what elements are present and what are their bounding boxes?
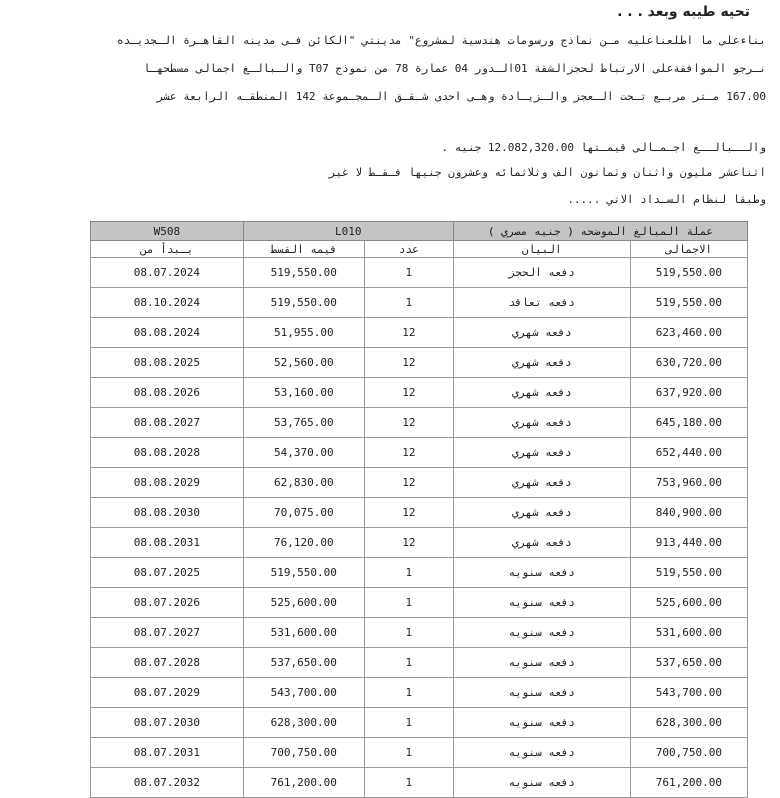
row-total: 913,440.00 (630, 528, 747, 558)
table-row (91, 618, 748, 648)
row-count: 1 (364, 768, 453, 798)
row-count: 12 (364, 498, 453, 528)
row-start-date: 08.07.2032 (91, 768, 244, 798)
row-description: دفعه سنويه (453, 738, 630, 768)
row-total: 840,900.00 (630, 498, 747, 528)
row-start-date: 08.07.2027 (91, 618, 244, 648)
row-start-date: 08.07.2030 (91, 708, 244, 738)
row-start-date: 08.07.2024 (91, 258, 244, 288)
row-start-date: 08.07.2031 (91, 738, 244, 768)
row-installment: 54,370.00 (243, 438, 364, 468)
row-installment: 53,160.00 (243, 378, 364, 408)
row-description: دفعه شهري (453, 438, 630, 468)
row-count: 12 (364, 318, 453, 348)
row-start-date: 08.08.2028 (91, 438, 244, 468)
row-count: 1 (364, 588, 453, 618)
letter-greeting: تحيه طيبه وبعد . . . (617, 4, 750, 20)
table-row (91, 558, 748, 588)
row-start-date: 08.08.2031 (91, 528, 244, 558)
table-row (91, 408, 748, 438)
row-installment: 525,600.00 (243, 588, 364, 618)
row-total: 519,550.00 (630, 558, 747, 588)
col-total: الاجمالى (630, 241, 747, 258)
table-column-headers (91, 241, 748, 258)
row-installment: 52,560.00 (243, 348, 364, 378)
table-row (91, 348, 748, 378)
col-description: البيان (453, 241, 630, 258)
total-amount-line: والــبالــغ اجـمـالى قيمـتها 12.082,320.00 جنيه . (441, 141, 766, 154)
row-count: 1 (364, 288, 453, 318)
row-start-date: 08.07.2026 (91, 588, 244, 618)
row-installment: 76,120.00 (243, 528, 364, 558)
row-installment: 62,830.00 (243, 468, 364, 498)
row-start-date: 08.07.2029 (91, 678, 244, 708)
table-row (91, 438, 748, 468)
row-total: 623,460.00 (630, 318, 747, 348)
payment-system-intro: وطبقا لنظام السـداد الاتي ..... (567, 193, 766, 206)
row-description: دفعه شهري (453, 498, 630, 528)
row-description: دفعه شهري (453, 318, 630, 348)
row-description: دفعه شهري (453, 408, 630, 438)
row-description: دفعه سنويه (453, 768, 630, 798)
intro-line-2: نـرجو الموافقةعلى الارتباط لحجزالشقة 01الـدور 04 عمارة 78 من نموذج T07 والـبالـغ اجمالى مسطحهـا (143, 62, 766, 75)
row-total: 645,180.00 (630, 408, 747, 438)
row-installment: 53,765.00 (243, 408, 364, 438)
table-row (91, 498, 748, 528)
row-total: 630,720.00 (630, 348, 747, 378)
row-count: 12 (364, 528, 453, 558)
row-installment: 70,075.00 (243, 498, 364, 528)
col-start-date: يـبدأ من (91, 241, 244, 258)
row-total: 700,750.00 (630, 738, 747, 768)
intro-line-1: بناءعلى ما اطلعناعليه مـن نماذج ورسومات هندسية لمشروع" مدينتي "الكائن فـى مدينه القاهـرة الـجديـده (116, 34, 766, 47)
row-description: دفعه الحجز (453, 258, 630, 288)
row-count: 1 (364, 738, 453, 768)
row-count: 12 (364, 378, 453, 408)
row-count: 12 (364, 348, 453, 378)
row-total: 753,960.00 (630, 468, 747, 498)
row-installment: 519,550.00 (243, 558, 364, 588)
row-start-date: 08.08.2030 (91, 498, 244, 528)
table-row (91, 258, 748, 288)
row-start-date: 08.08.2025 (91, 348, 244, 378)
table-top-header (91, 222, 748, 241)
table-row (91, 378, 748, 408)
row-description: دفعه تعاقد (453, 288, 630, 318)
intro-line-3: 167.00 مـتر مربـع تـحت الـعجز والـزيـادة وهـى احدى شـقـق الـمجـموعة 142 المنطقـه الرابعة عشر (156, 90, 766, 103)
row-description: دفعه سنويه (453, 558, 630, 588)
table-row (91, 318, 748, 348)
table-row (91, 708, 748, 738)
row-count: 12 (364, 408, 453, 438)
row-count: 1 (364, 618, 453, 648)
row-installment: 519,550.00 (243, 258, 364, 288)
unit-code-w: W508 (91, 222, 244, 241)
row-description: دفعه شهري (453, 468, 630, 498)
row-count: 1 (364, 708, 453, 738)
row-installment: 531,600.00 (243, 618, 364, 648)
row-total: 637,920.00 (630, 378, 747, 408)
row-description: دفعه شهري (453, 528, 630, 558)
row-description: دفعه شهري (453, 348, 630, 378)
row-installment: 761,200.00 (243, 768, 364, 798)
table-row (91, 528, 748, 558)
row-description: دفعه سنويه (453, 678, 630, 708)
row-installment: 51,955.00 (243, 318, 364, 348)
row-count: 1 (364, 678, 453, 708)
row-start-date: 08.08.2024 (91, 318, 244, 348)
row-description: دفعه سنويه (453, 708, 630, 738)
row-total: 519,550.00 (630, 258, 747, 288)
row-start-date: 08.08.2026 (91, 378, 244, 408)
table-row (91, 678, 748, 708)
payment-schedule-table (90, 221, 748, 798)
col-count: عدد (364, 241, 453, 258)
row-start-date: 08.07.2028 (91, 648, 244, 678)
row-total: 525,600.00 (630, 588, 747, 618)
row-start-date: 08.08.2029 (91, 468, 244, 498)
row-description: دفعه سنويه (453, 648, 630, 678)
table-row (91, 738, 748, 768)
row-count: 12 (364, 468, 453, 498)
row-total: 531,600.00 (630, 618, 747, 648)
row-count: 12 (364, 438, 453, 468)
col-installment: قيمه القسط (243, 241, 364, 258)
row-total: 628,300.00 (630, 708, 747, 738)
table-row (91, 648, 748, 678)
row-count: 1 (364, 258, 453, 288)
total-amount-words: اثناعشر مليون واثنان وثمانون الف وثلاثمائه وعشرون جنيها فـقـط لا غير (328, 166, 766, 179)
row-description: دفعه سنويه (453, 618, 630, 648)
row-start-date: 08.07.2025 (91, 558, 244, 588)
unit-code-l: L010 (243, 222, 453, 241)
table-row (91, 768, 748, 798)
table-row (91, 288, 748, 318)
row-start-date: 08.10.2024 (91, 288, 244, 318)
row-count: 1 (364, 558, 453, 588)
row-installment: 519,550.00 (243, 288, 364, 318)
row-installment: 537,650.00 (243, 648, 364, 678)
table-row (91, 588, 748, 618)
row-installment: 543,700.00 (243, 678, 364, 708)
row-total: 761,200.00 (630, 768, 747, 798)
row-description: دفعه شهري (453, 378, 630, 408)
row-installment: 700,750.00 (243, 738, 364, 768)
row-description: دفعه سنويه (453, 588, 630, 618)
row-total: 537,650.00 (630, 648, 747, 678)
row-total: 519,550.00 (630, 288, 747, 318)
row-count: 1 (364, 648, 453, 678)
row-total: 543,700.00 (630, 678, 747, 708)
table-row (91, 468, 748, 498)
row-start-date: 08.08.2027 (91, 408, 244, 438)
currency-note: عملة المبالغ الموضحه ( جنيه مصري ) (453, 222, 747, 241)
row-total: 652,440.00 (630, 438, 747, 468)
row-installment: 628,300.00 (243, 708, 364, 738)
